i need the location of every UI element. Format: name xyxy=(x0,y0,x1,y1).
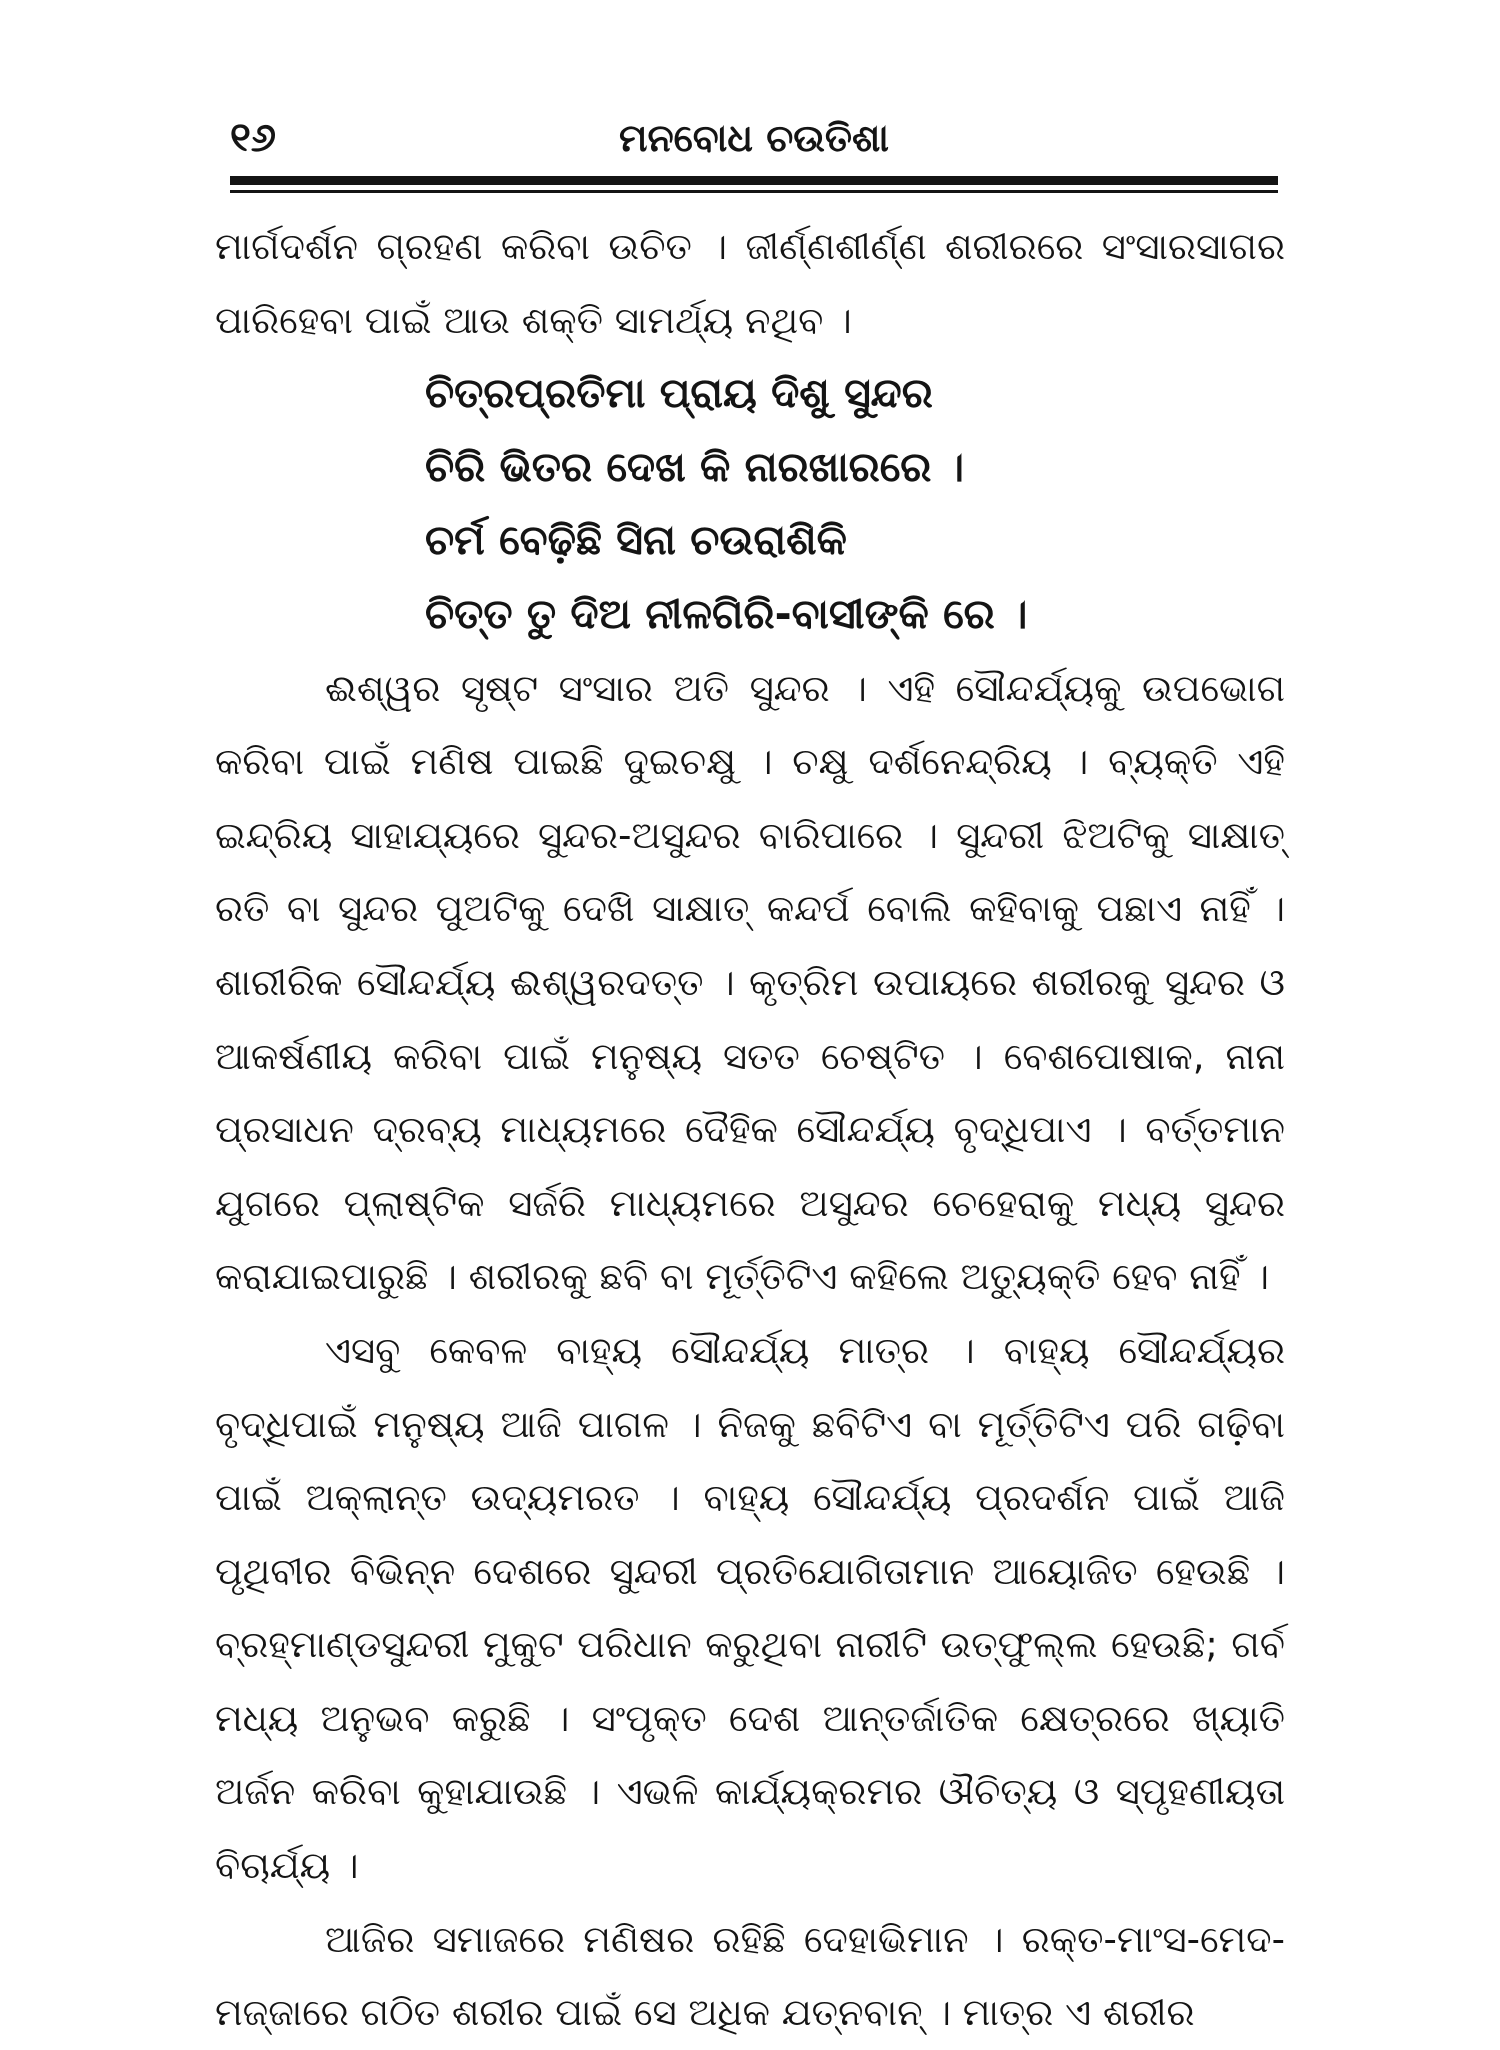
page-header xyxy=(230,108,1278,168)
header-rule-thin xyxy=(230,190,1278,193)
body-text xyxy=(215,210,1285,2050)
paragraph-4: ଆଜିର ସମାଜରେ ମଣିଷର ରହିଛି ଦେହାଭିମାନ । ରକ୍ତ-ମାଂସ-ମେଦ-ମଜ୍ଜାରେ ଗଠିତ ଶରୀର ପାଇଁ ସେ ଅଧିକ ଯତ୍ନବାନ୍ । ମାତ୍ର ଏ ଶରୀର xyxy=(215,1917,1285,2035)
running-title: ମନବୋଧ ଚଉତିଶା xyxy=(619,116,889,160)
page-number: ୧୬ xyxy=(230,115,276,161)
verse-block xyxy=(215,357,1285,651)
paragraph-3: ଏସବୁ କେବଳ ବାହ୍ୟ ସୌନ୍ଦର୍ଯ୍ୟ ମାତ୍ର । ବାହ୍ୟ ସୌନ୍ଦର୍ଯ୍ୟର ବୃଦ୍ଧିପାଇଁ ମନୁଷ୍ୟ ଆଜି ପାଗଳ । ନିଜକୁ ଛବିଟିଏ ବା ମୂର୍ତ୍ତିଟିଏ ପରି ଗଢ଼ିବା ପାଇଁ ଅକ୍ଲାନ୍ତ ଉଦ୍ୟମରତ । ବାହ୍ୟ ସୌନ୍ଦର୍ଯ୍ୟ ପ୍ରଦର୍ଶନ ପାଇଁ ଆଜି ପୃଥିବୀର ବିଭିନ୍ନ ଦେଶରେ ସୁନ୍ଦରୀ ପ୍ରତିଯୋଗିତାମାନ ଆୟୋଜିତ ହେଉଛି । ବ୍ରହ୍ମାଣ୍ଡସୁନ୍ଦରୀ ମୁକୁଟ ପରିଧାନ କରୁଥିବା ନାରୀଟି ଉତ୍ଫୁଲ୍ଲ ହେଉଛି; ଗର୍ବ ମଧ୍ୟ ଅନୁଭବ କରୁଛି । ସଂପୃକ୍ତ ଦେଶ ଆନ୍ତର୍ଜାତିକ କ୍ଷେତ୍ରରେ ଖ୍ୟାତି ଅର୍ଜନ କରିବା କୁହାଯାଉଛି । ଏଭଳି କାର୍ଯ୍ୟକ୍ରମର ଔଚିତ୍ୟ ଓ ସ୍ପୃହଣୀୟତା ବିଚାର୍ଯ୍ୟ । xyxy=(215,1328,1285,1888)
verse-line-2: ଚିରି ଭିତର ଦେଖ କି ନାରଖାରରେ । xyxy=(425,442,965,491)
verse-line-4: ଚିତ୍ତ ତୁ ଦିଅ ନୀଳଗିରି-ବାସୀଙ୍କି ରେ । xyxy=(425,589,1028,638)
verse-line-1: ଚିତ୍ରପ୍ରତିମା ପ୍ରାୟ ଦିଶୁ ସୁନ୍ଦର xyxy=(425,369,933,418)
header-rule-thick xyxy=(230,176,1278,185)
verse-line-3: ଚର୍ମ ବେଢ଼ିଛି ସିନା ଚଉରାଶିକି xyxy=(425,516,847,565)
paragraph-2: ଈଶ୍ୱର ସୃଷ୍ଟ ସଂସାର ଅତି ସୁନ୍ଦର । ଏହି ସୌନ୍ଦର୍ଯ୍ୟକୁ ଉପଭୋଗ କରିବା ପାଇଁ ମଣିଷ ପାଇଛି ଦୁଇଚକ୍ଷୁ । ଚକ୍ଷୁ ଦର୍ଶନେନ୍ଦ୍ରିୟ । ବ୍ୟକ୍ତି ଏହି ଇନ୍ଦ୍ରିୟ ସାହାଯ୍ୟରେ ସୁନ୍ଦର-ଅସୁନ୍ଦର ବାରିପାରେ । ସୁନ୍ଦରୀ ଝିଅଟିକୁ ସାକ୍ଷାତ୍ ରତି ବା ସୁନ୍ଦର ପୁଅଟିକୁ ଦେଖି ସାକ୍ଷାତ୍ କନ୍ଦର୍ପ ବୋଲି କହିବାକୁ ପଛାଏ ନାହିଁ । ଶାରୀରିକ ସୌନ୍ଦର୍ଯ୍ୟ ଈଶ୍ୱରଦତ୍ତ । କୃତ୍ରିମ ଉପାୟରେ ଶରୀରକୁ ସୁନ୍ଦର ଓ ଆକର୍ଷଣୀୟ କରିବା ପାଇଁ ମନୁଷ୍ୟ ସତତ ଚେଷ୍ଟିତ । ବେଶପୋଷାକ, ନାନା ପ୍ରସାଧନ ଦ୍ରବ୍ୟ ମାଧ୍ୟମରେ ଦୈହିକ ସୌନ୍ଦର୍ଯ୍ୟ ବୃଦ୍ଧିପାଏ । ବର୍ତ୍ତମାନ ଯୁଗରେ ପ୍ଲାଷ୍ଟିକ ସର୍ଜରି ମାଧ୍ୟମରେ ଅସୁନ୍ଦର ଚେହେରାକୁ ମଧ୍ୟ ସୁନ୍ଦର କରାଯାଇପାରୁଛି । ଶରୀରକୁ ଛବି ବା ମୂର୍ତ୍ତିଟିଏ କହିଲେ ଅତ୍ୟୁକ୍ତି ହେବ ନାହିଁ । xyxy=(215,666,1285,1299)
paragraph-1: ମାର୍ଗଦର୍ଶନ ଗ୍ରହଣ କରିବା ଉଚିତ । ଜୀର୍ଣ୍ଣଶୀର୍ଣ୍ଣ ଶରୀରରେ ସଂସାରସାଗର ପାରିହେବା ପାଇଁ ଆଉ ଶକ୍ତି ସାମର୍ଥ୍ୟ ନଥିବ । xyxy=(215,225,1285,342)
